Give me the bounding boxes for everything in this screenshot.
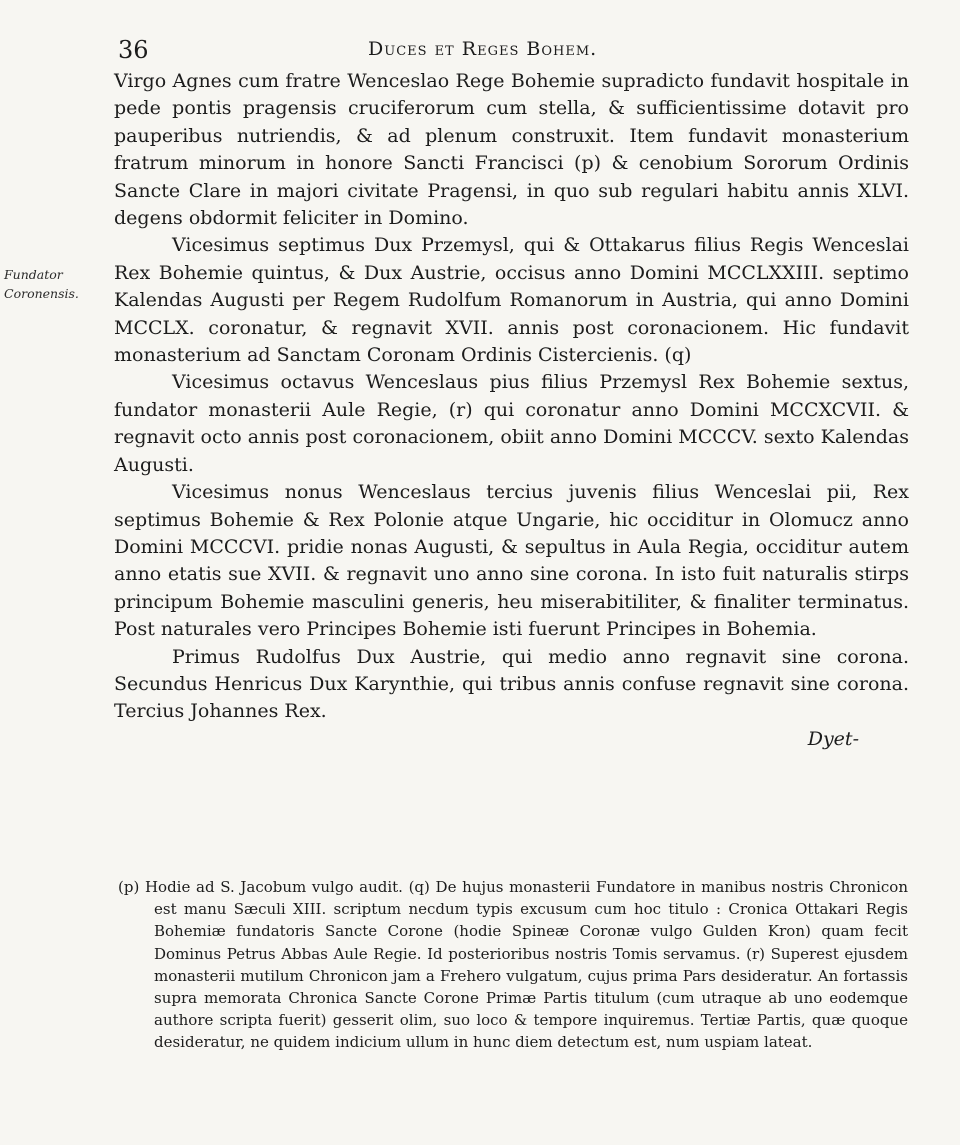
paragraph: Vicesimus septimus Dux Przemysl, qui & Ottakarus filius Regis Wenceslai Rex Bohemie quintus, & Dux Austrie, occisus anno Domini MCCLXXIII. septimo Kalendas Augusti per Regem Rudolfum Romanorum in Austria, qui anno Domini MCCLX. coronatur, & regnavit XVII. annis post coronacionem. Hic fundavit monasterium ad Sanctam Coronam Ordinis Cistercienis. (q) — [114, 234, 909, 367]
paragraph: Primus Rudolfus Dux Austrie, qui medio anno regnavit sine corona. Secundus Henricus Dux Karynthie, qui tribus annis confuse regnavit sine corona. Tercius Johannes Rex. — [114, 645, 909, 723]
catchword: Dyet- — [807, 727, 859, 750]
running-title: Duces et Reges Bohem. — [368, 38, 598, 60]
page-header — [118, 30, 918, 70]
page-number: 36 — [118, 36, 149, 64]
margin-note-line: Fundator — [4, 267, 63, 282]
paragraph: Vicesimus octavus Wenceslaus pius filius Przemysl Rex Bohemie sextus, fundator monasterii Aule Regie, (r) qui coronatur anno Domini MCCXCVII. & regnavit octo annis post coronacionem, obiit anno Domini MCCCV. sexto Kalendas Augusti. — [114, 371, 909, 476]
main-text — [114, 68, 909, 753]
footnote: (p) Hodie ad S. Jacobum vulgo audit. (q) De hujus monasterii Fundatore in manibus nostris Chronicon est manu Sæculi XIII. scriptum necdum typis excusum cum hoc titulo : Cronica Ottakari Regis Bohemiæ fundatoris Sancte Corone (hodie Spineæ Coronæ vulgo Gulden Kron) quam fecit Dominus Petrus Abbas Aule Regie. Id posterioribus nostris Tomis servamus. (r) Superest ejusdem monasterii mutilum Chronicon jam a Frehero vulgatum, cujus prima Pars desideratur. An fortassis supra memorata Chronica Sancte Corone Primæ Partis titulum (cum utraque ab uno eodemque authore scripta fuerit) gesserit olim, suo loco & tempore inquiremus. Tertiæ Partis, quæ quoque desideratur, ne quidem indicium ullum in hunc diem detectum est, num uspiam lateat. — [118, 878, 908, 1052]
footnotes — [118, 876, 908, 1054]
paragraph: Vicesimus nonus Wenceslaus tercius juvenis filius Wenceslai pii, Rex septimus Bohemie & Rex Polonie atque Ungarie, hic occiditur in Olomucz anno Domini MCCCVI. pridie nonas Augusti, & sepultus in Aula Regia, occiditur autem anno etatis sue XVII. & regnavit uno anno sine corona. In isto fuit naturalis stirps principum Bohemie masculini generis, heu miserabitiliter, & finaliter terminatus. Post naturales vero Principes Bohemie isti fuerunt Principes in Bohemia. — [114, 481, 909, 641]
margin-note — [4, 265, 79, 303]
paragraph: Virgo Agnes cum fratre Wenceslao Rege Bohemie supradicto fundavit hospitale in pede pontis pragensis cruciferorum cum stella, & sufficientissime dotavit pro pauperibus nutriendis, & ad plenum construxit. Item fundavit monasterium fratrum minorum in honore Sancti Francisci (p) & cenobium Sororum Ordinis Sancte Clare in majori civitate Pragensi, in quo sub regulari habitu annis XLVI. degens obdormit feliciter in Domino. — [114, 70, 909, 230]
margin-note-line: Coronensis. — [4, 286, 79, 301]
